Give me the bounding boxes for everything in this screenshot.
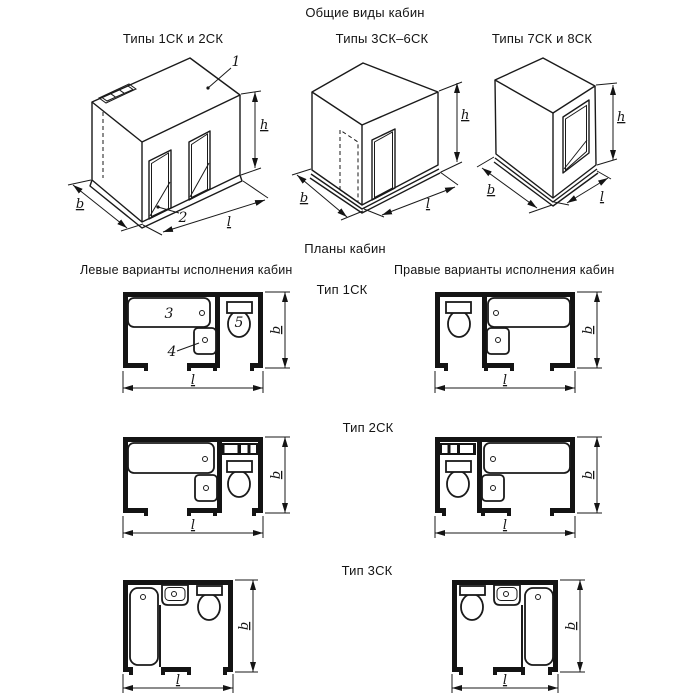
dim-label-l: l bbox=[599, 190, 605, 205]
isometric-cabin-types-3sk-6sk bbox=[280, 55, 475, 240]
roof-vent bbox=[99, 84, 136, 103]
cabin-box bbox=[494, 58, 598, 206]
toilet bbox=[227, 461, 252, 497]
dimension-l bbox=[452, 673, 558, 693]
dim-label-l: l bbox=[425, 197, 431, 212]
door-right bbox=[189, 131, 210, 200]
plan-2sk-right bbox=[420, 428, 612, 540]
plan-2sk-left bbox=[108, 428, 300, 540]
plan-3sk-right bbox=[440, 575, 600, 700]
callout-1-label: 1 bbox=[231, 54, 241, 70]
dim-label-b: b bbox=[581, 325, 596, 335]
dimension-b bbox=[68, 180, 143, 231]
dimension-b bbox=[265, 292, 290, 368]
plan-1sk-left bbox=[108, 283, 300, 395]
dim-label-b: b bbox=[581, 470, 596, 480]
washbasin bbox=[194, 328, 216, 354]
vent-blocks bbox=[440, 443, 476, 455]
dimension-l bbox=[123, 371, 263, 393]
washbasin bbox=[494, 585, 520, 605]
dimension-b bbox=[477, 157, 552, 213]
washbasin bbox=[487, 328, 509, 354]
plans-title: Планы кабин bbox=[304, 241, 386, 256]
dimension-l bbox=[435, 371, 575, 393]
callout-2-label: 2 bbox=[178, 210, 188, 226]
dim-label-b: b bbox=[269, 470, 284, 480]
dim-label-b: b bbox=[486, 183, 496, 198]
vent-blocks bbox=[222, 443, 258, 455]
washbasin bbox=[195, 475, 217, 501]
plan-3sk-left bbox=[112, 575, 272, 700]
door-front bbox=[372, 129, 395, 200]
view-label-3sk-6sk: Типы 3СК–6СК bbox=[335, 31, 429, 46]
callout-4-label: 4 bbox=[167, 344, 177, 360]
bathtub bbox=[525, 588, 553, 665]
view-label-1sk-2sk: Типы 1СК и 2СК bbox=[122, 31, 224, 46]
plan-type-label-3sk: Тип 3СК bbox=[341, 563, 393, 578]
main-title: Общие виды кабин bbox=[305, 5, 425, 20]
dim-label-l: l bbox=[502, 373, 508, 388]
bathtub bbox=[488, 298, 570, 327]
dim-label-b: b bbox=[269, 325, 284, 335]
dim-label-l: l bbox=[502, 673, 508, 688]
door-opening bbox=[563, 100, 589, 173]
plan-type-label-2sk: Тип 2СК bbox=[342, 420, 394, 435]
toilet bbox=[460, 586, 485, 620]
left-variants-label: Левые варианты исполнения кабин bbox=[80, 263, 293, 277]
view-label-7sk-8sk: Типы 7СК и 8СК bbox=[491, 31, 593, 46]
washbasin bbox=[162, 585, 188, 605]
bathtub bbox=[128, 443, 214, 473]
callout-1-roof-panel bbox=[206, 54, 240, 90]
dim-label-b: b bbox=[299, 191, 309, 206]
dim-label-h: h bbox=[461, 108, 470, 123]
dim-label-l: l bbox=[190, 518, 196, 533]
bathtub bbox=[484, 443, 570, 473]
dimension-b bbox=[292, 169, 363, 220]
plan-type-label-1sk: Тип 1СК bbox=[316, 282, 368, 297]
dimension-b bbox=[235, 580, 258, 672]
toilet bbox=[446, 461, 471, 497]
dimension-l bbox=[123, 673, 233, 693]
door-left bbox=[149, 150, 171, 219]
isometric-cabin-types-7sk-8sk bbox=[465, 55, 640, 240]
dim-label-l: l bbox=[502, 518, 508, 533]
dim-label-h: h bbox=[617, 110, 626, 125]
dim-label-l: l bbox=[175, 673, 181, 688]
dim-label-h: h bbox=[260, 118, 269, 133]
right-variants-label: Правые варианты исполнения кабин bbox=[394, 263, 615, 277]
plan-1sk-right bbox=[420, 283, 612, 395]
isometric-cabin-types-1sk-2sk bbox=[55, 50, 285, 240]
dimension-h bbox=[241, 91, 268, 175]
toilet bbox=[197, 586, 222, 620]
dim-label-b: b bbox=[237, 621, 252, 631]
washbasin bbox=[482, 475, 504, 501]
dimension-b bbox=[265, 437, 290, 513]
dimension-b bbox=[560, 580, 585, 672]
callout-3-bath: 3 bbox=[164, 306, 174, 322]
toilet bbox=[446, 302, 471, 337]
bathtub bbox=[130, 588, 158, 665]
callout-5-toilet: 5 bbox=[234, 315, 244, 331]
dim-label-l: l bbox=[190, 373, 196, 388]
dimension-b bbox=[577, 437, 602, 513]
dimension-h bbox=[596, 83, 625, 165]
dimension-l bbox=[123, 516, 263, 538]
dimension-b bbox=[577, 292, 602, 368]
dimension-l bbox=[435, 516, 575, 538]
dim-label-b: b bbox=[75, 197, 85, 212]
dim-label-l: l bbox=[226, 215, 232, 230]
dim-label-b: b bbox=[564, 621, 579, 631]
cabin-box bbox=[90, 58, 242, 228]
